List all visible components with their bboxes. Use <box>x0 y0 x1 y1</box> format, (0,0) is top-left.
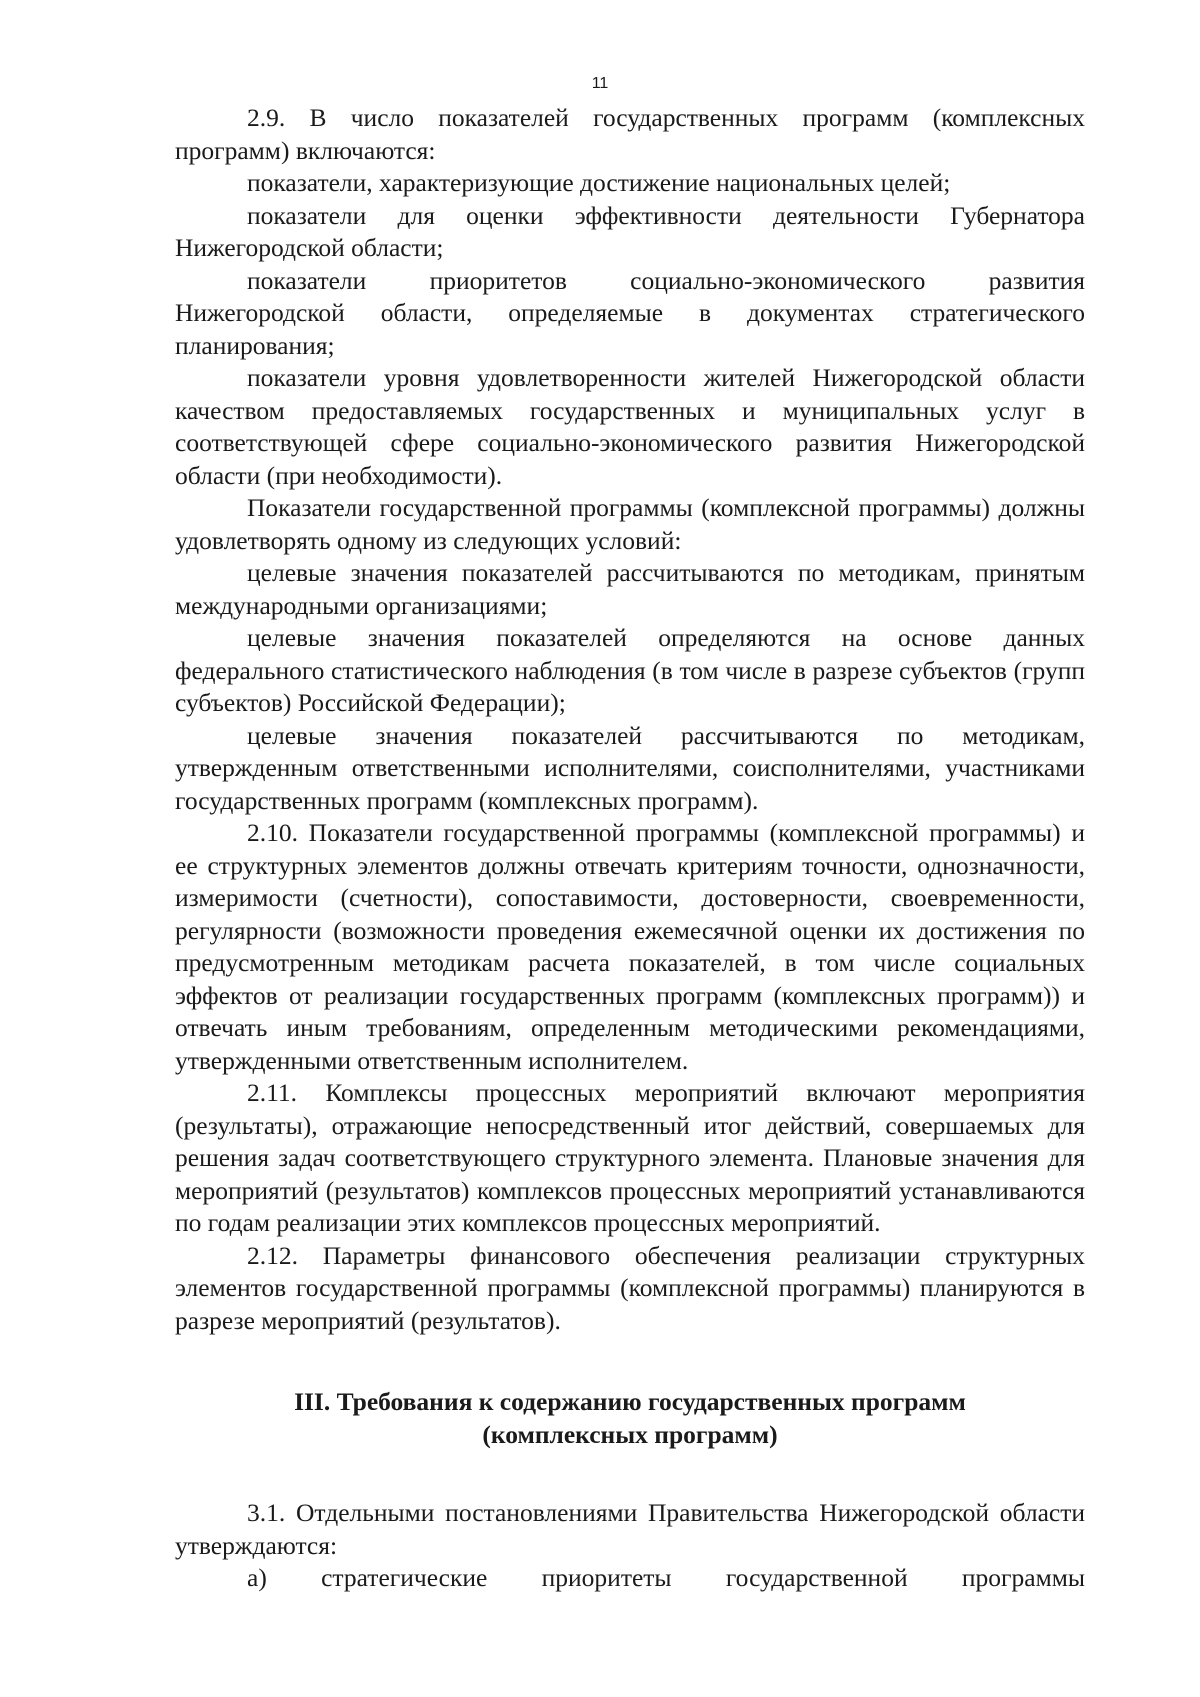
paragraph-2-9: 2.9. В число показателей государственных программ (комплексных программ) включаются: <box>175 103 1085 165</box>
paragraph-2-12: 2.12. Параметры финансового обеспечения реализации структурных элементов государственной программы (комплексной программы) планируются в разрезе мероприятий (результатов). <box>175 1240 1085 1335</box>
list-item-international-methods: целевые значения показателей рассчитываются по методикам, принятым международными организациями; <box>175 558 1085 620</box>
section-heading-line-1: III. Требования к содержанию государственных программ <box>294 1387 966 1416</box>
paragraph-2-10: 2.10. Показатели государственной программы (комплексной программы) и ее структурных элементов должны отвечать критериям точности, однозначности, измеримости (счетности), сопоставимости, достоверности, своевременности, регулярности (возможности проведения ежемесячной оценки их достижения по предусмотренным методикам расчета показателей, в том числе социальных эффектов от реализации государственных программ (комплексных программ)) и отвечать иным требованиям, определенным методическими рекомендациями, утвержденными ответственным исполнителем. <box>175 818 1085 1075</box>
section-heading <box>175 1385 1085 1451</box>
section-heading-line-2: (комплексных программ) <box>482 1420 778 1449</box>
paragraph-2-11: 2.11. Комплексы процессных мероприятий включают мероприятия (результаты), отражающие непосредственный итог действий, совершаемых для решения задач соответствующего структурного элемента. Плановые значения для мероприятий (результатов) комплексов процессных мероприятий устанавливаются по годам реализации этих комплексов процессных мероприятий. <box>175 1078 1085 1237</box>
list-item-a-strategic-priorities: а) стратегические приоритеты государственной программы <box>247 1563 1085 1592</box>
paragraph-indicator-conditions: Показатели государственной программы (комплексной программы) должны удовлетворять одному из следующих условий: <box>175 493 1085 555</box>
list-item-governor-efficiency: показатели для оценки эффективности деятельности Губернатора Нижегородской области; <box>175 200 1085 262</box>
list-item-satisfaction-level: показатели уровня удовлетворенности жителей Нижегородской области качеством предоставляемых государственных и муниципальных услуг в соответствующей сфере социально-экономического развития Нижегородской области (при необходимости). <box>175 363 1085 490</box>
page-number: 11 <box>591 75 609 92</box>
list-item-federal-statistics: целевые значения показателей определяются на основе данных федерального статистического наблюдения (в том числе в разрезе субъектов (групп субъектов) Российской Федерации); <box>175 623 1085 717</box>
list-item-socioeconomic-priorities: показатели приоритетов социально-экономического развития Нижегородской области, определяемые в документах стратегического планирования; <box>175 265 1085 360</box>
list-item-national-goals: показатели, характеризующие достижение национальных целей; <box>247 168 951 197</box>
document-body <box>175 102 1085 1595</box>
list-item-approved-methods: целевые значения показателей рассчитываются по методикам, утвержденным ответственными исполнителями, соисполнителями, участниками государственных программ (комплексных программ). <box>175 720 1085 815</box>
paragraph-3-1: 3.1. Отдельными постановлениями Правительства Нижегородской области утверждаются: <box>175 1498 1085 1560</box>
